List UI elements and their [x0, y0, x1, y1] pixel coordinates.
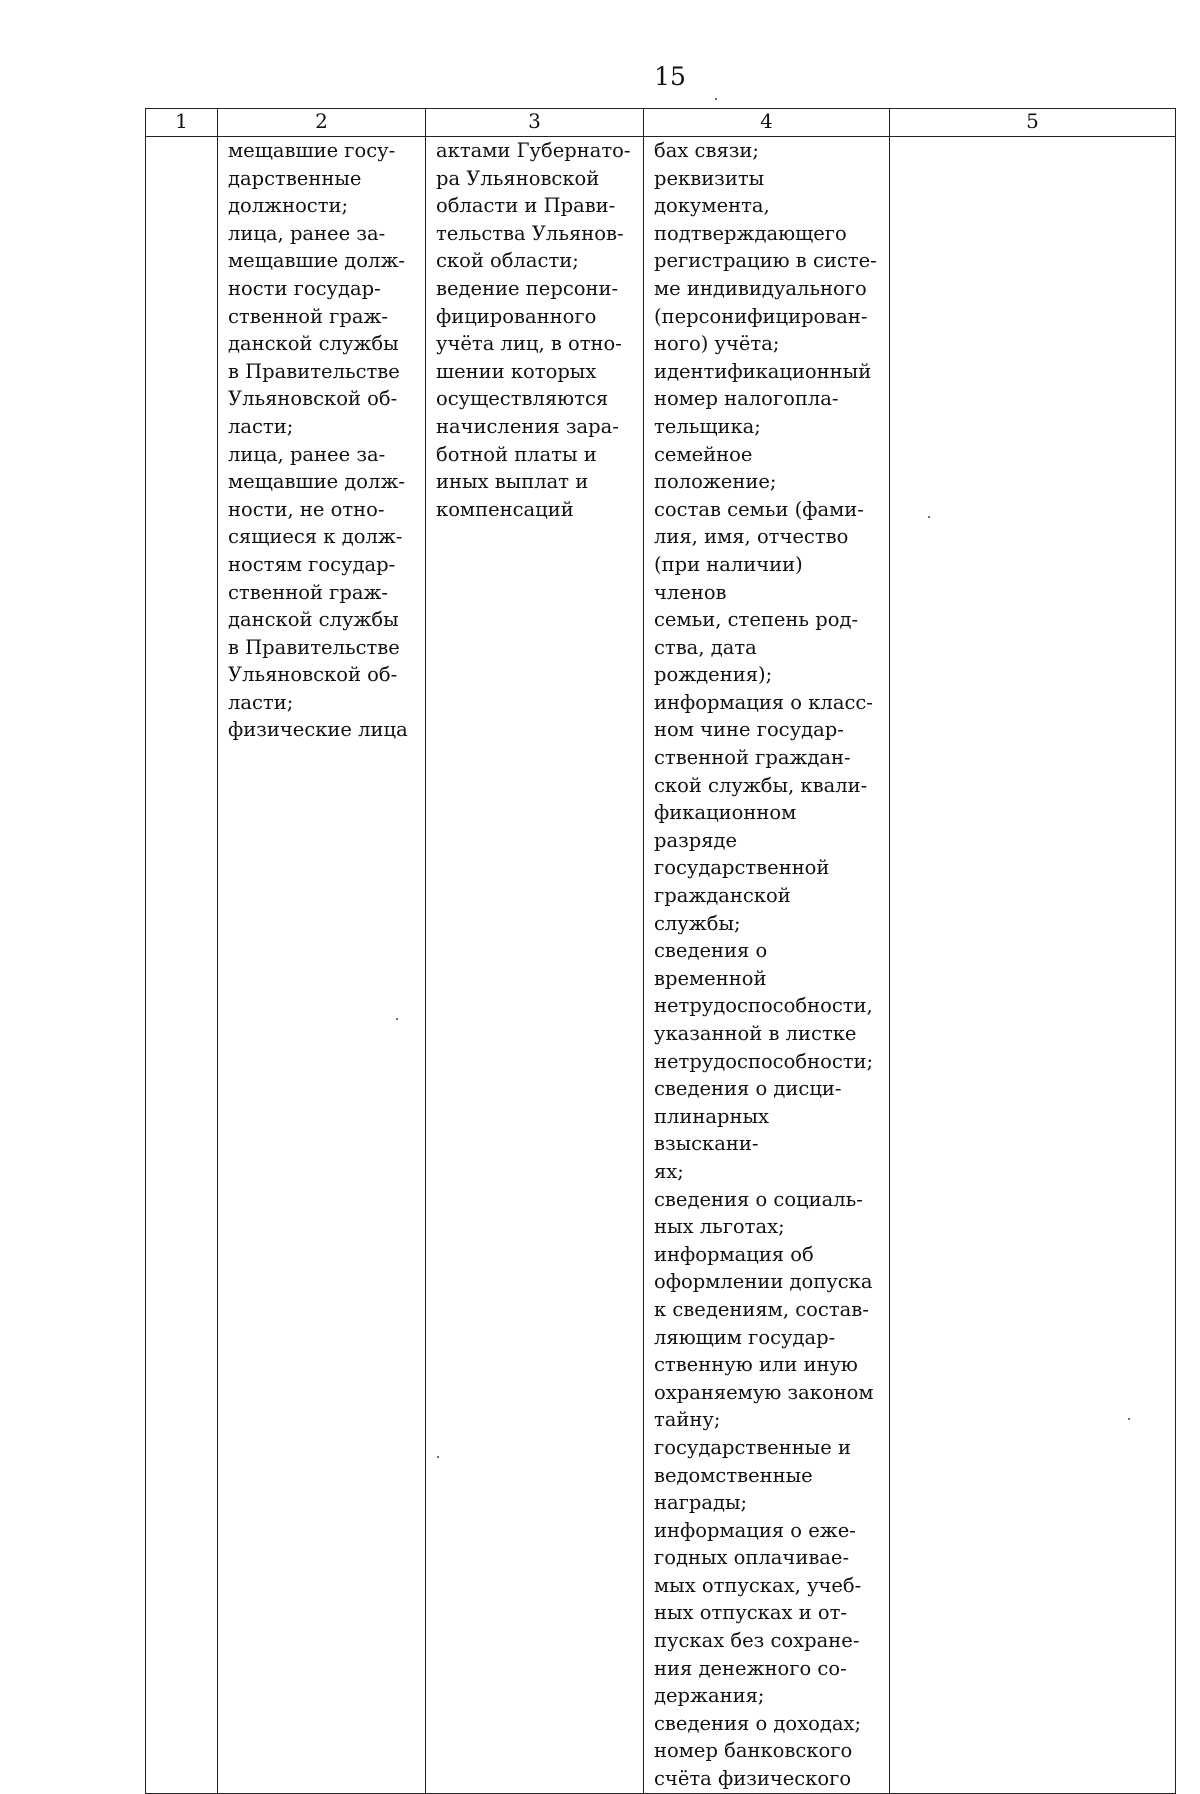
cell-3-text: актами Губернато- ра Ульяновской области и Прави- тельства Ульянов- ской области; ведение персони- фицированного учёта лиц, в отно- шении которых осуществляются начисления зара- ботной платы и иных выплат и компенсаций [436, 139, 631, 521]
cell-4-text: бах связи; реквизиты документа, подтверждающего регистрацию в систе- ме индивидуального (персонифицирован- ного) учёта; идентификационный номер налогопла- тельщика; семейное положение; состав семьи (фами- лия, имя, отчество (при наличии) членов семьи, степень род- ства, дата рождения); информация о класс- ном чине государ- ственной граждан- ской службы, квали- фикационном разряде государственной гражданской службы; сведения о временной нетрудоспособности, указанной в листке нетрудоспособности; сведения о дисци- плинарных взыскани- ях; сведения о социаль- ных льготах; информация об оформлении допуска к сведениям, состав- ляющим государ- ственную или иную охраняемую законом тайну; государственные и ведомственные награды; информация о еже- годных оплачивае- мых отпусках, учеб- ных отпусках и от- пусках без сохране- ния денежного со- держания; сведения о доходах; номер банковского счёта физического [654, 139, 877, 1791]
page-number: 15 [654, 62, 686, 91]
column-header-1: 1 [146, 109, 218, 137]
scan-speck [928, 516, 930, 518]
scan-speck [715, 98, 717, 100]
column-header-5: 5 [890, 109, 1176, 137]
column-header-2: 2 [218, 109, 426, 137]
cell-column-3 [426, 137, 644, 1794]
cell-column-5 [890, 137, 1176, 1794]
table-body-row [146, 137, 1176, 1794]
table-header-row [146, 109, 1176, 137]
cell-column-1 [146, 137, 218, 1794]
cell-column-2 [218, 137, 426, 1794]
scan-speck [396, 1018, 398, 1020]
cell-column-4 [644, 137, 890, 1794]
column-header-3: 3 [426, 109, 644, 137]
document-table [145, 108, 1176, 1794]
cell-2-text: мещавшие госу- дарственные должности; лица, ранее за- мещавшие долж- ности государ- ственной граж- данской службы в Правительстве Ульяновской об- ласти; лица, ранее за- мещавшие долж- ности, не отно- сящиеся к долж- ностям государ- ственной граж- данской службы в Правительстве Ульяновской об- ласти; физические лица [228, 139, 408, 742]
scan-speck [437, 1456, 439, 1458]
scan-speck [1128, 1418, 1130, 1420]
column-header-4: 4 [644, 109, 890, 137]
